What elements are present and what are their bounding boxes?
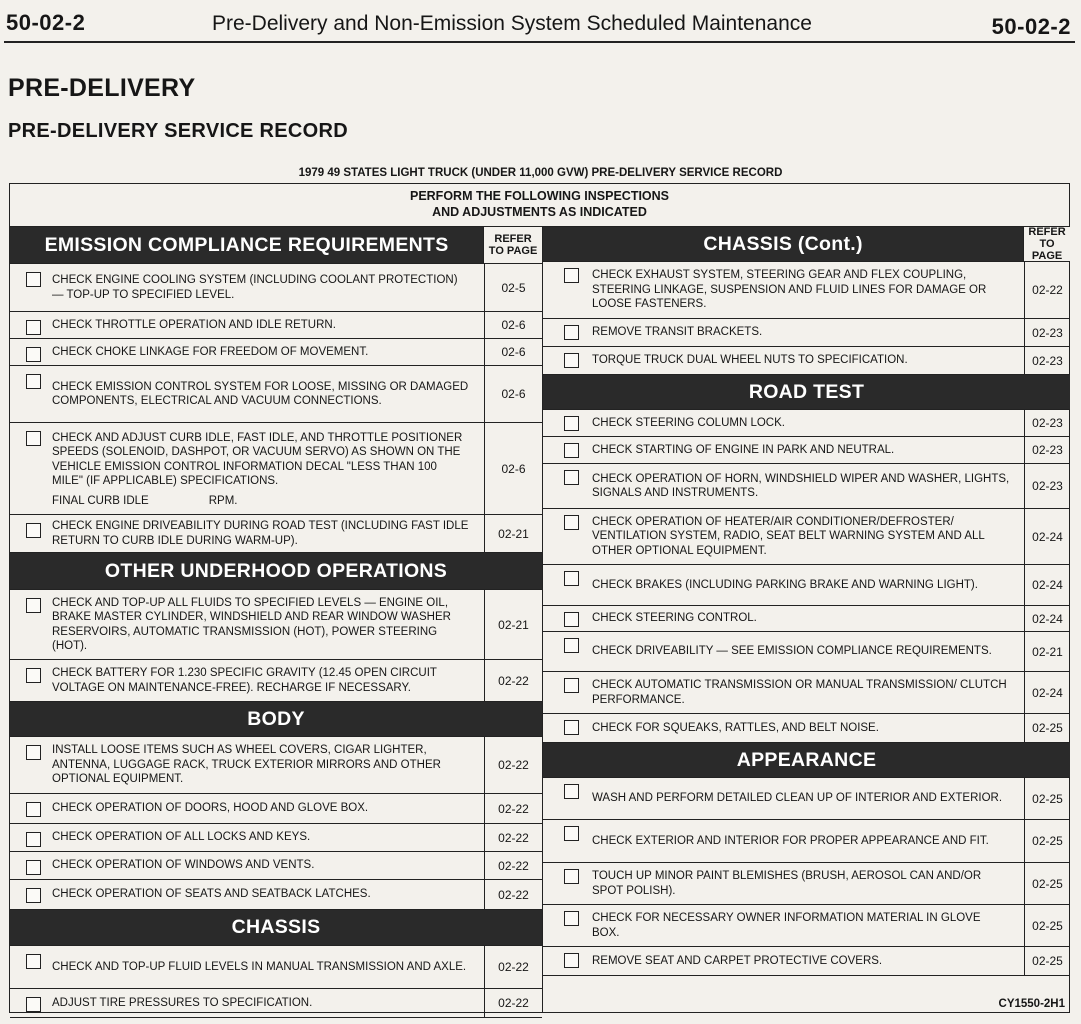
checkbox[interactable] — [26, 745, 41, 760]
page-reference: 02-21 — [1024, 632, 1070, 671]
item-text-wrap — [592, 515, 1024, 559]
checkbox[interactable] — [26, 954, 41, 969]
checklist-row — [10, 423, 542, 515]
checklist-row — [543, 437, 1070, 464]
checklist-item — [543, 565, 1024, 605]
checklist-item — [543, 464, 1024, 508]
item-text-wrap — [52, 380, 484, 409]
checkbox[interactable] — [26, 802, 41, 817]
checklist-item — [10, 264, 484, 311]
checklist-item — [543, 863, 1024, 904]
item-text: CHECK STEERING COLUMN LOCK. — [592, 416, 785, 429]
item-text: CHECK DRIVEABILITY — SEE EMISSION COMPLIANCE REQUIREMENTS. — [592, 645, 992, 658]
perform-instructions — [10, 188, 1069, 220]
checklist-row — [543, 565, 1070, 606]
checklist-row — [543, 863, 1070, 905]
checkbox[interactable] — [564, 416, 579, 431]
item-text-wrap — [592, 869, 1024, 898]
checklist-item — [10, 737, 484, 793]
item-text-wrap — [592, 954, 896, 969]
checkbox[interactable] — [26, 374, 41, 389]
checklist-item — [10, 515, 484, 552]
item-text-wrap — [52, 858, 328, 873]
checklist-item — [10, 339, 484, 365]
item-text-wrap — [52, 273, 484, 302]
checkbox[interactable] — [564, 325, 579, 340]
checklist-row — [543, 410, 1070, 437]
page-reference: 02-22 — [484, 660, 542, 701]
checkbox[interactable] — [564, 612, 579, 627]
page-reference: 02-6 — [484, 366, 542, 422]
chassis-title: CHASSIS — [10, 910, 542, 945]
item-text-wrap — [592, 353, 922, 368]
service-record-form — [9, 183, 1070, 1013]
checkbox[interactable] — [26, 668, 41, 683]
checklist-row — [543, 778, 1070, 820]
checklist-row — [543, 319, 1070, 347]
road-test-header — [543, 375, 1070, 410]
form-title: 1979 49 STATES LIGHT TRUCK (UNDER 11,000 GVW) PRE-DELIVERY SERVICE RECORD — [298, 167, 783, 179]
item-text: CHECK OPERATION OF DOORS, HOOD AND GLOVE BOX. — [52, 802, 369, 815]
item-text: CHECK AND TOP-UP FLUID LEVELS IN MANUAL TRANSMISSION AND AXLE. — [52, 960, 467, 973]
checklist-row — [543, 464, 1070, 509]
item-text: CHECK ENGINE COOLING SYSTEM (INCLUDING COOLANT PROTECTION) — TOP-UP TO SPECIFIED LEVEL. — [52, 274, 458, 301]
checkbox[interactable] — [26, 431, 41, 446]
checklist-row — [543, 947, 1070, 976]
page-reference: 02-25 — [1024, 905, 1070, 946]
page-reference: 02-25 — [1024, 947, 1070, 975]
checklist-item — [10, 946, 484, 988]
checklist-item — [10, 852, 484, 879]
checkbox[interactable] — [26, 888, 41, 903]
checklist-row — [10, 946, 542, 989]
item-text: CHECK THROTTLE OPERATION AND IDLE RETURN. — [52, 318, 336, 331]
checklist-item — [543, 262, 1024, 318]
item-text-wrap — [592, 325, 776, 340]
item-text: CHECK EXHAUST SYSTEM, STEERING GEAR AND FLEX COUPLING, STEERING LINKAGE, SUSPENSION AND FLUID LINES FOR DAMAGE OR LOOSE FASTENERS. — [592, 269, 987, 311]
checkbox[interactable] — [26, 272, 41, 287]
left-column — [10, 226, 542, 1018]
checkbox[interactable] — [564, 353, 579, 368]
checklist-item — [543, 632, 1024, 671]
checkbox[interactable] — [564, 826, 579, 841]
item-text: INSTALL LOOSE ITEMS SUCH AS WHEEL COVERS, CIGAR LIGHTER, ANTENNA, LUGGAGE RACK, TRUCK EXTERIOR MIRRORS AND OTHER OPTIONAL EQUIPMENT. — [52, 744, 441, 786]
page-reference: 02-25 — [1024, 820, 1070, 862]
emission-title: EMISSION COMPLIANCE REQUIREMENTS — [10, 227, 483, 263]
checkbox[interactable] — [564, 953, 579, 968]
page-reference: 02-23 — [1024, 437, 1070, 463]
checklist-item — [543, 347, 1024, 374]
checklist-item — [543, 820, 1024, 862]
item-text-wrap — [592, 911, 1024, 940]
checklist-row — [10, 794, 542, 824]
page-reference: 02-22 — [484, 824, 542, 851]
item-text-wrap — [52, 887, 385, 902]
checklist-item — [543, 410, 1024, 436]
item-text-wrap — [592, 791, 1016, 806]
page-reference: 02-25 — [1024, 863, 1070, 904]
page-reference: 02-22 — [1024, 262, 1070, 318]
item-text-wrap — [52, 960, 480, 975]
item-text-wrap — [592, 834, 1003, 849]
checklist-item — [543, 672, 1024, 713]
checklist-item — [543, 947, 1024, 975]
item-text-wrap — [592, 578, 992, 593]
checklist-row — [10, 824, 542, 852]
page-reference: 02-22 — [484, 880, 542, 909]
item-text: REMOVE TRANSIT BRACKETS. — [592, 326, 763, 339]
checklist-item — [10, 366, 484, 422]
item-text-wrap — [592, 678, 1024, 707]
page-reference: 02-21 — [484, 590, 542, 659]
item-text: REMOVE SEAT AND CARPET PROTECTIVE COVERS. — [592, 954, 883, 967]
item-text: CHECK OPERATION OF SEATS AND SEATBACK LATCHES. — [52, 888, 371, 901]
checklist-row — [10, 989, 542, 1018]
page-reference: 02-6 — [484, 339, 542, 365]
item-text: TOUCH UP MINOR PAINT BLEMISHES (BRUSH, AEROSOL CAN AND/OR SPOT POLISH). — [592, 870, 982, 897]
appearance-header — [543, 743, 1070, 778]
checkbox[interactable] — [564, 678, 579, 693]
form-code: CY1550-2H1 — [998, 998, 1065, 1010]
checkbox[interactable] — [26, 320, 41, 335]
checklist-row — [10, 590, 542, 660]
body-header — [10, 702, 542, 737]
checkbox[interactable] — [26, 523, 41, 538]
checkbox[interactable] — [26, 598, 41, 613]
item-text: CHECK AUTOMATIC TRANSMISSION OR MANUAL TRANSMISSION/ CLUTCH PERFORMANCE. — [592, 679, 1007, 706]
checklist-row — [10, 880, 542, 910]
checklist-item — [543, 509, 1024, 564]
to-page-label: TO PAGE — [1031, 238, 1063, 262]
checklist-row — [10, 852, 542, 880]
refer-to-page-header — [483, 227, 542, 263]
item-text: CHECK STARTING OF ENGINE IN PARK AND NEUTRAL. — [592, 443, 895, 456]
page-reference: 02-22 — [484, 794, 542, 823]
chassis-header — [10, 910, 542, 946]
item-text: CHECK OPERATION OF HORN, WINDSHIELD WIPER AND WASHER, LIGHTS, SIGNALS AND INSTRUMENTS. — [592, 472, 1010, 499]
refer-to-page-header — [1023, 227, 1070, 261]
checklist-row — [543, 905, 1070, 947]
checkbox[interactable] — [564, 638, 579, 653]
item-text-wrap — [592, 416, 799, 431]
checklist-item — [10, 824, 484, 851]
page-reference: 02-6 — [484, 312, 542, 338]
refer-label: REFER — [494, 233, 532, 245]
right-column — [543, 226, 1070, 976]
item-text-wrap — [52, 431, 484, 507]
item-text: TORQUE TRUCK DUAL WHEEL NUTS TO SPECIFICATION. — [592, 354, 908, 367]
checkbox[interactable] — [26, 347, 41, 362]
checklist-row — [543, 820, 1070, 863]
checkbox[interactable] — [564, 784, 579, 799]
checklist-row — [543, 606, 1070, 632]
page-header — [0, 0, 1081, 46]
checklist-item — [10, 794, 484, 823]
item-text-wrap — [52, 996, 326, 1011]
page-reference: 02-5 — [484, 264, 542, 311]
item-text: CHECK OPERATION OF HEATER/AIR CONDITIONER/DEFROSTER/ VENTILATION SYSTEM, RADIO, SEAT BELT WARNING SYSTEM AND ALL OTHER OPTIONAL EQUIPMENT. — [592, 515, 985, 557]
subsection-title: PRE-DELIVERY SERVICE RECORD — [8, 120, 349, 142]
item-text: CHECK STEERING CONTROL. — [592, 612, 757, 625]
checklist-item — [543, 437, 1024, 463]
checkbox[interactable] — [26, 997, 41, 1012]
item-text-wrap — [52, 743, 484, 787]
item-text-wrap — [592, 443, 908, 458]
checklist-item — [10, 590, 484, 659]
checklist-row — [543, 347, 1070, 375]
checklist-item — [10, 312, 484, 338]
checkbox[interactable] — [564, 911, 579, 926]
checklist-item — [10, 423, 484, 514]
item-text: CHECK AND ADJUST CURB IDLE, FAST IDLE, AND THROTTLE POSITIONER SPEEDS (SOLENOID, DASHPOT, OR VACUUM SERVO) AS SHOWN ON THE VEHICLE EMISSION CONTROL INFORMATION DECAL "LESS THAN 100 MILE" (IF APPLICABLE) SPECIFICATIONS. — [52, 431, 463, 487]
page-reference: 02-25 — [1024, 714, 1070, 742]
checkbox[interactable] — [26, 860, 41, 875]
checklist-row — [543, 714, 1070, 743]
underhood-header — [10, 553, 542, 590]
checklist-row — [543, 262, 1070, 319]
item-text-wrap — [52, 666, 484, 695]
item-text-wrap — [592, 644, 1006, 659]
item-text-wrap — [52, 830, 324, 845]
rpm-label: RPM. — [208, 494, 238, 507]
item-text-wrap — [592, 268, 1024, 312]
checklist-item — [543, 606, 1024, 631]
item-text-wrap — [592, 721, 893, 736]
curb-idle-entry — [52, 495, 484, 507]
checklist-row — [543, 672, 1070, 714]
checkbox[interactable] — [564, 268, 579, 283]
checklist-row — [10, 366, 542, 423]
checklist-row — [10, 737, 542, 794]
appearance-title: APPEARANCE — [543, 743, 1070, 777]
checklist-row — [10, 339, 542, 366]
refer-label: REFER — [1028, 226, 1066, 238]
checklist-item — [543, 319, 1024, 346]
emission-header — [10, 226, 542, 264]
checklist-item — [10, 989, 484, 1017]
item-text: CHECK ENGINE DRIVEABILITY DURING ROAD TEST (INCLUDING FAST IDLE RETURN TO CURB IDLE DURING WARM-UP). — [52, 520, 469, 547]
checklist-item — [10, 880, 484, 909]
underhood-title: OTHER UNDERHOOD OPERATIONS — [10, 553, 542, 589]
item-text: CHECK FOR SQUEAKS, RATTLES, AND BELT NOISE. — [592, 721, 879, 734]
checkbox[interactable] — [564, 869, 579, 884]
checklist-row — [10, 312, 542, 339]
checkbox[interactable] — [564, 720, 579, 735]
item-text: CHECK BRAKES (INCLUDING PARKING BRAKE AND WARNING LIGHT). — [592, 578, 978, 591]
page-reference: 02-22 — [484, 946, 542, 988]
page-reference: 02-24 — [1024, 565, 1070, 605]
item-text: CHECK OPERATION OF WINDOWS AND VENTS. — [52, 859, 315, 872]
page-number-right: 50-02-2 — [991, 14, 1071, 39]
checklist-item — [543, 778, 1024, 819]
page-reference: 02-23 — [1024, 319, 1070, 346]
item-text: CHECK EMISSION CONTROL SYSTEM FOR LOOSE, MISSING OR DAMAGED COMPONENTS, ELECTRICAL AND VACUUM CONNECTIONS. — [52, 380, 469, 407]
to-page-label: TO PAGE — [488, 245, 538, 257]
item-text-wrap — [52, 345, 382, 360]
checkbox[interactable] — [564, 470, 579, 485]
page-reference: 02-25 — [1024, 778, 1070, 819]
page-reference: 02-23 — [1024, 464, 1070, 508]
checklist-item — [10, 660, 484, 701]
page-reference: 02-24 — [1024, 509, 1070, 564]
page-reference: 02-21 — [484, 515, 542, 552]
item-text-wrap — [52, 801, 382, 816]
item-text: WASH AND PERFORM DETAILED CLEAN UP OF INTERIOR AND EXTERIOR. — [592, 792, 1003, 805]
page-reference: 02-22 — [484, 989, 542, 1017]
page-reference: 02-6 — [484, 423, 542, 514]
page-reference: 02-23 — [1024, 410, 1070, 436]
checklist-item — [543, 714, 1024, 742]
final-curb-idle-label: FINAL CURB IDLE — [52, 494, 149, 507]
chassis-cont-header — [543, 226, 1070, 262]
checklist-item — [543, 905, 1024, 946]
page-reference: 02-24 — [1024, 606, 1070, 631]
page-number-left: 50-02-2 — [6, 10, 86, 35]
checklist-row — [10, 264, 542, 312]
perform-line-2: AND ADJUSTMENTS AS INDICATED — [432, 205, 647, 219]
perform-line-1: PERFORM THE FOLLOWING INSPECTIONS — [409, 189, 670, 203]
checklist-row — [543, 509, 1070, 565]
item-text-wrap — [52, 519, 484, 548]
item-text-wrap — [52, 318, 350, 333]
header-rule — [4, 41, 1075, 43]
item-text: CHECK AND TOP-UP ALL FLUIDS TO SPECIFIED LEVELS — ENGINE OIL, BRAKE MASTER CYLINDER, WINDSHIELD AND REAR WINDOW WASHER RESERVOIRS, AUTOMATIC TRANSMISSION (HOT), POWER STEERING (HOT). — [52, 596, 451, 652]
item-text: CHECK BATTERY FOR 1.230 SPECIFIC GRAVITY (12.45 OPEN CIRCUIT VOLTAGE ON MAINTENANCE-FREE). RECHARGE IF NECESSARY. — [52, 667, 437, 694]
checkbox[interactable] — [564, 571, 579, 586]
road-test-title: ROAD TEST — [543, 375, 1070, 409]
checkbox[interactable] — [564, 443, 579, 458]
item-text: CHECK OPERATION OF ALL LOCKS AND KEYS. — [52, 831, 311, 844]
checklist-row — [10, 515, 542, 553]
item-text: CHECK CHOKE LINKAGE FOR FREEDOM OF MOVEMENT. — [52, 345, 369, 358]
item-text: CHECK EXTERIOR AND INTERIOR FOR PROPER APPEARANCE AND FIT. — [592, 834, 989, 847]
body-title: BODY — [10, 702, 542, 736]
checkbox[interactable] — [564, 515, 579, 530]
section-title: PRE-DELIVERY — [8, 74, 196, 102]
page-reference: 02-22 — [484, 737, 542, 793]
page-title: Pre-Delivery and Non-Emission System Scheduled Maintenance — [212, 12, 812, 35]
checklist-row — [543, 632, 1070, 672]
checkbox[interactable] — [26, 832, 41, 847]
item-text: ADJUST TIRE PRESSURES TO SPECIFICATION. — [52, 996, 313, 1009]
page-reference: 02-24 — [1024, 672, 1070, 713]
item-text-wrap — [52, 596, 484, 654]
checklist-row — [10, 660, 542, 702]
page-reference: 02-22 — [484, 852, 542, 879]
page-reference: 02-23 — [1024, 347, 1070, 374]
chassis-cont-title: CHASSIS (Cont.) — [543, 227, 1023, 261]
item-text: CHECK FOR NECESSARY OWNER INFORMATION MATERIAL IN GLOVE BOX. — [592, 912, 981, 939]
item-text-wrap — [592, 611, 771, 626]
item-text-wrap — [592, 472, 1024, 501]
